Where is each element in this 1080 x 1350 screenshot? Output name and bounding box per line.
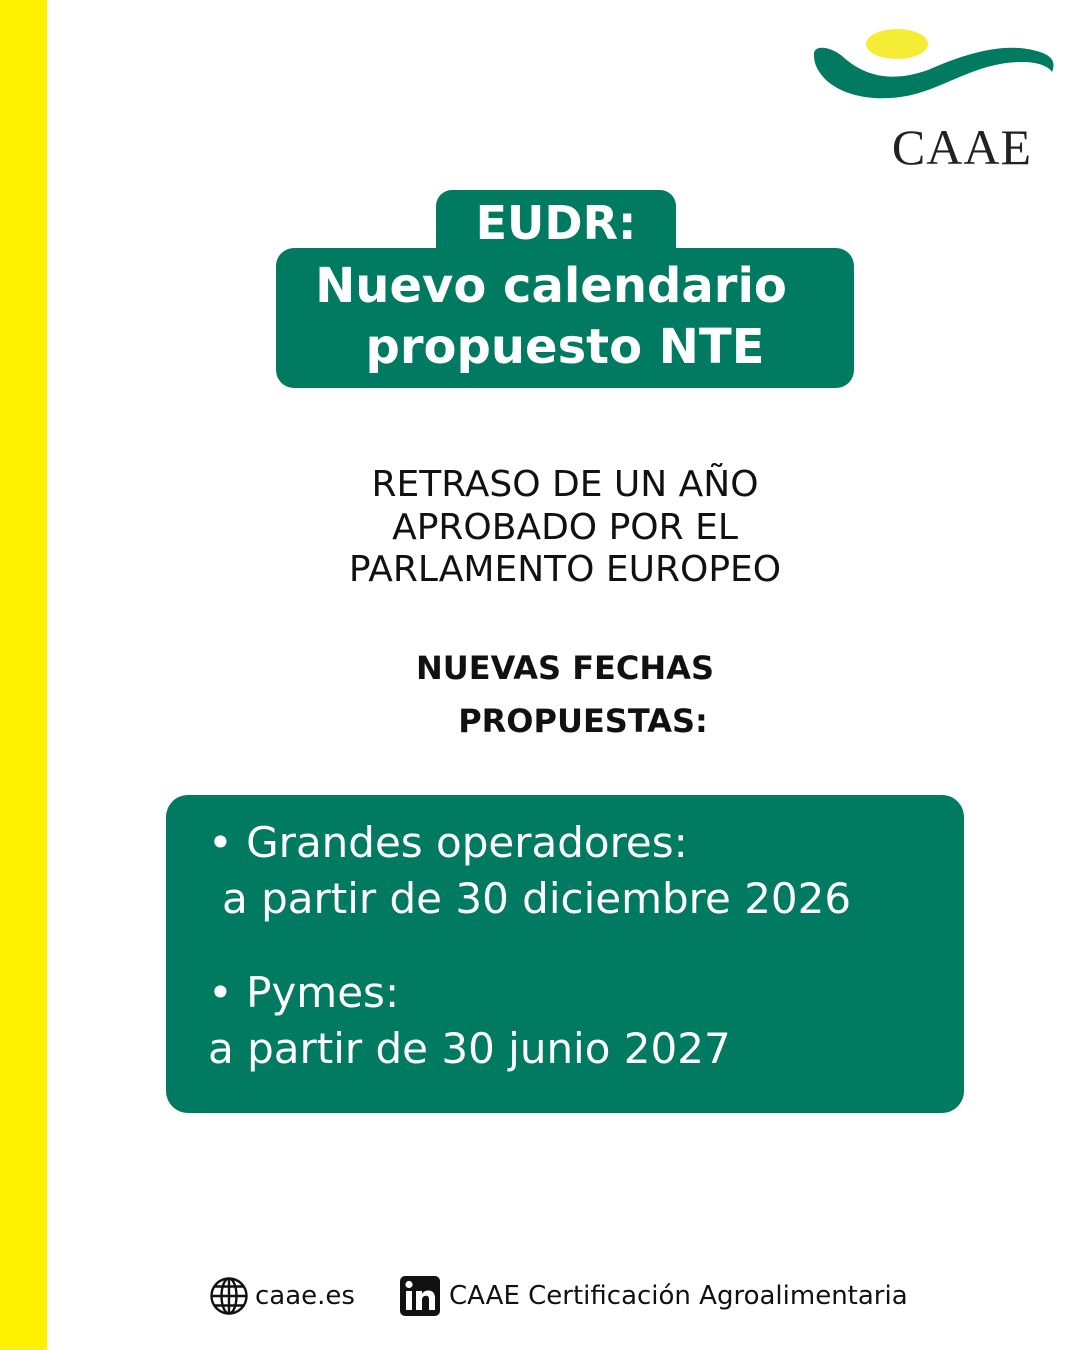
globe-icon — [209, 1276, 249, 1316]
title-line-2: Nuevo calendario — [315, 258, 787, 314]
linkedin-link[interactable]: CAAE Certificación Agroalimentaria — [449, 1281, 908, 1311]
logo-wave — [814, 48, 1054, 99]
smes-date: a partir de 30 junio 2027 — [208, 1024, 731, 1073]
dates-heading-line-1: NUEVAS FECHAS — [416, 649, 714, 687]
yellow-accent-bar — [0, 0, 47, 1350]
smes-label: • Pymes: — [208, 968, 400, 1017]
linkedin-icon — [400, 1276, 440, 1316]
title-line-1: EUDR: — [475, 196, 637, 250]
logo-wordmark: CAAE — [891, 119, 1032, 175]
subtitle-line-3: PARLAMENTO EUROPEO — [348, 549, 782, 590]
subtitle-line-1: RETRASO DE UN AÑO — [371, 464, 759, 505]
logo-sun — [866, 29, 928, 59]
subtitle-line-2: APROBADO POR EL — [392, 507, 738, 548]
website-link[interactable]: caae.es — [255, 1281, 355, 1311]
caae-logo — [808, 22, 1058, 175]
large-operators-label: • Grandes operadores: — [208, 818, 688, 867]
large-operators-date: a partir de 30 diciembre 2026 — [222, 874, 852, 923]
title-line-3: propuesto NTE — [365, 319, 765, 375]
dates-heading-line-2: PROPUESTAS: — [458, 702, 708, 740]
caae-logo-icon — [808, 22, 1058, 132]
